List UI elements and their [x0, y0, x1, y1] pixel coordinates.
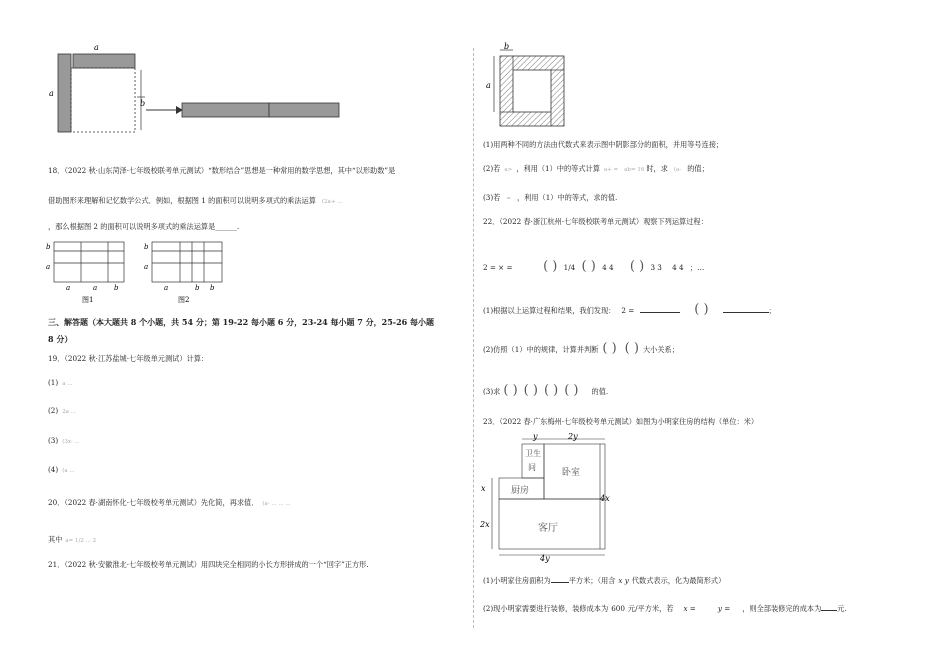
- fig1-col-3: b: [114, 284, 119, 292]
- fig1-row-b: b: [46, 243, 51, 251]
- dim-x-left: x: [481, 484, 486, 493]
- q22-title: 22．（2022 春·浙江杭州·七年级校联考单元测试）观察下列运算过程：: [483, 217, 708, 226]
- label-living: 客厅: [538, 523, 558, 534]
- hollow-label-a: a: [486, 81, 491, 90]
- fig2-row-b: b: [144, 243, 149, 251]
- q22-part3: (3)求 ( ) ( ) ( ) ( ) 的值.: [483, 383, 609, 398]
- label-bedroom: 卧室: [562, 468, 581, 478]
- q19-item-3: (3) (3x- ...: [48, 436, 80, 445]
- fig2-row-a: a: [144, 263, 149, 271]
- fig1-col-2: a: [93, 284, 98, 292]
- q20-line1: 20．（2022 春·湖南怀化·七年级校考单元测试）先化简，再求值． (a- ... ... ...: [48, 498, 291, 507]
- q23-part2: (2)现小明家需要进行装修，装修成本为 600 元/平方米，若 x = y = ，则全部装修完的成本为 元.: [483, 604, 847, 613]
- q23-title: 23．（2022 春·广东梅州·七年级校考单元测试）如图为小明家住房的结构（单位：米）: [483, 417, 759, 426]
- q19-item-1: (1) a ...: [48, 378, 73, 387]
- figure-1: [44, 238, 134, 308]
- section3-heading-1: 三、解答题（本大题共 8 个小题，共 54 分；第 19-22 每小题 6 分，23-24 每小题 7 分，25-26 每小题: [48, 317, 435, 327]
- dim-2x-left: 2x: [480, 520, 490, 529]
- fig1-row-a: a: [46, 263, 51, 271]
- fig2-caption: 图2: [178, 296, 190, 304]
- figure-hollow-square: [482, 42, 582, 137]
- long-strip-1: [182, 103, 269, 117]
- fig2-col-1: a: [164, 284, 169, 292]
- q22-calc: 2 = × = ( ) 1/4 ( ) 4 4 ( ) 3 3 4 4 ；…: [483, 259, 705, 274]
- dim-4y-bottom: 4y: [540, 554, 550, 563]
- label-a-left: a: [49, 89, 54, 98]
- fig2-col-3: b: [210, 284, 215, 292]
- fig2-col-2: b: [195, 284, 200, 292]
- q21-line1: 21．（2022 秋·安徽淮北·七年级校考单元测试）用四块完全相同的小长方形拼成的一个“回字”正方形.: [48, 560, 369, 569]
- floor-plan: [478, 430, 628, 565]
- fig1-caption: 图1: [82, 296, 94, 304]
- q20-line2: 其中 a= 1/2 ... 2: [48, 535, 97, 544]
- label-a-top: a: [94, 43, 99, 52]
- section3-heading-2: 8 分）: [48, 334, 73, 344]
- figure-2: [142, 238, 232, 308]
- q19-title: 19．（2022 秋·江苏盐城·七年级单元测试）计算：: [48, 354, 209, 363]
- hollow-label-b: b: [504, 42, 510, 51]
- dim-4x-right: 4x: [600, 494, 610, 503]
- long-strip-2: [269, 103, 339, 117]
- q21-part1: (1)用两种不同的方法由代数式来表示图中阴影部分的面积，并用等号连接；: [483, 140, 724, 149]
- top-strip: [73, 54, 135, 68]
- dim-y-top: y: [533, 432, 538, 441]
- label-kitchen: 厨房: [511, 486, 530, 496]
- q18-line1: 18．（2022 秋·山东菏泽·七年级校联考单元测试）“数形结合”思想是一种常用的数学思想，其中“以形助数”是: [48, 166, 396, 175]
- q23-part1: (1)小明家住房面积为 平方米；（用含 x y 代数式表示，化为最简形式）: [483, 576, 726, 585]
- dashed-square: [71, 68, 135, 132]
- q21-part2: (2)若 a> ，利用（1）中的等式计算 a+ = ab= 16 时，求 (a- 的值；: [483, 164, 709, 173]
- label-toilet-1: 卫生: [525, 449, 541, 458]
- q19-item-4: (4) (a ...: [48, 465, 75, 474]
- q19-item-2: (2) 2a ...: [48, 406, 76, 415]
- label-b: b: [140, 99, 146, 108]
- label-toilet-2: 间: [528, 463, 536, 472]
- q22-part1: (1)根据以上运算过程和结果，我们发现： 2 = ( ) ；: [483, 302, 776, 317]
- fig1-col-1: a: [66, 284, 71, 292]
- dim-2y-top: 2y: [568, 432, 578, 441]
- q21-part3: (3)若 = ，利用（1）中的等式，求的值.: [483, 193, 618, 202]
- q18-line2: 借助图形来理解和记忆数学公式．例如，根据图 1 的面积可以说明多项式的乘法运算 (2a+ ...: [48, 196, 343, 205]
- q22-part2: (2)仿照（1）中的规律，计算并判断 ( ) ( ) 大小关系；: [483, 341, 679, 356]
- column-divider: [473, 48, 474, 628]
- left-strip: [58, 54, 71, 132]
- figure-square-strips: [44, 40, 354, 140]
- q18-line3: ，那么根据图 2 的面积可以说明多项式的乘法运算是______.: [48, 222, 240, 231]
- q18-formula: (2a+ ...: [321, 199, 343, 205]
